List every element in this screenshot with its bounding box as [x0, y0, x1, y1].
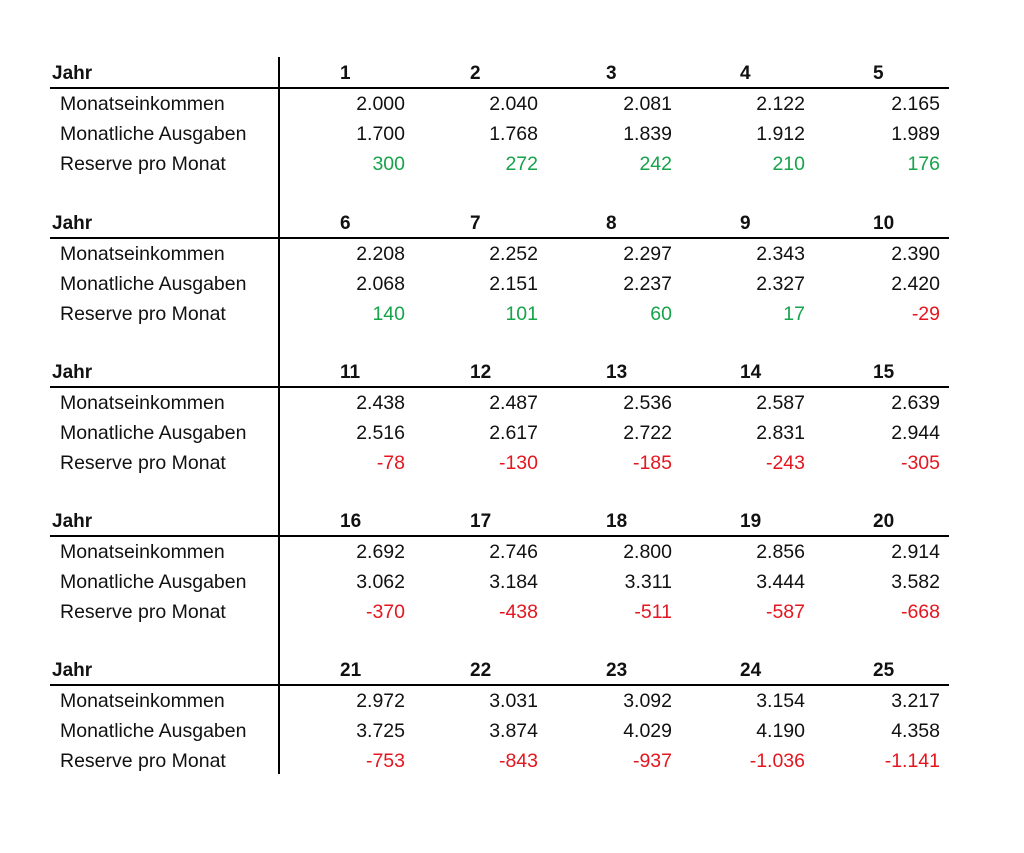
income-value-cell: 3.092 [623, 690, 672, 712]
year-number: 16 [340, 511, 362, 532]
reserve-label: Reserve pro Monat [60, 153, 226, 175]
year-number: 3 [606, 63, 617, 84]
expenses-value-cell: 2.151 [489, 273, 538, 295]
income-value-cell: 2.122 [756, 93, 805, 115]
year-header-label: Jahr [52, 511, 93, 532]
income-value-cell: 2.297 [623, 243, 672, 265]
year-number: 8 [606, 213, 617, 234]
expenses-row [50, 716, 950, 746]
expenses-value-cell: 3.582 [891, 571, 940, 593]
reserve-value-cell: 140 [372, 303, 405, 325]
reserve-value-cell: 17 [783, 303, 805, 325]
reserve-value-cell: -29 [911, 303, 940, 325]
expenses-value-cell: 1.839 [623, 123, 672, 145]
expenses-label: Monatliche Ausgaben [60, 273, 247, 295]
year-header-row [50, 656, 950, 684]
reserve-value-cell: -185 [632, 452, 672, 474]
income-value-cell: 2.536 [623, 392, 672, 414]
expenses-row [50, 269, 950, 299]
reserve-value-cell: -1.036 [749, 750, 805, 772]
income-value-cell: 3.217 [891, 690, 940, 712]
year-number: 1 [340, 63, 351, 84]
reserve-value-cell: -843 [498, 750, 538, 772]
expenses-value-cell: 2.420 [891, 273, 940, 295]
income-value-cell: 2.587 [756, 392, 805, 414]
income-label: Monatseinkommen [60, 690, 225, 712]
reserve-value-cell: 60 [650, 303, 672, 325]
reserve-value-cell: -438 [498, 601, 538, 623]
expenses-value-cell: 2.516 [356, 422, 405, 444]
expenses-label: Monatliche Ausgaben [60, 123, 247, 145]
expenses-label: Monatliche Ausgaben [60, 720, 247, 742]
income-row [50, 686, 950, 716]
reserve-row [50, 299, 950, 329]
year-number: 25 [873, 660, 895, 681]
reserve-value-cell: -937 [632, 750, 672, 772]
expenses-value-cell: 2.237 [623, 273, 672, 295]
expenses-value-cell: 2.617 [489, 422, 538, 444]
income-value-cell: 2.081 [623, 93, 672, 115]
income-label: Monatseinkommen [60, 541, 225, 563]
year-block [50, 507, 950, 627]
reserve-row [50, 597, 950, 627]
reserve-value-cell: -370 [365, 601, 405, 623]
expenses-value-cell: 1.700 [356, 123, 405, 145]
expenses-value-cell: 2.327 [756, 273, 805, 295]
reserve-row [50, 746, 950, 776]
year-number: 5 [873, 63, 884, 84]
reserve-value-cell: -1.141 [884, 750, 940, 772]
income-value-cell: 2.972 [356, 690, 405, 712]
year-header-row [50, 59, 950, 87]
income-value-cell: 2.692 [356, 541, 405, 563]
expenses-value-cell: 2.944 [891, 422, 940, 444]
year-header-row [50, 507, 950, 535]
income-value-cell: 2.208 [356, 243, 405, 265]
year-header-label: Jahr [52, 362, 93, 383]
year-number: 23 [606, 660, 628, 681]
income-value-cell: 2.000 [356, 93, 405, 115]
year-number: 9 [740, 213, 751, 234]
year-number: 24 [740, 660, 762, 681]
year-number: 18 [606, 511, 628, 532]
expenses-label: Monatliche Ausgaben [60, 422, 247, 444]
year-number: 15 [873, 362, 895, 383]
income-value-cell: 2.800 [623, 541, 672, 563]
expenses-label: Monatliche Ausgaben [60, 571, 247, 593]
reserve-value-cell: -668 [900, 601, 940, 623]
year-number: 19 [740, 511, 762, 532]
reserve-value-cell: 176 [907, 153, 940, 175]
income-value-cell: 3.031 [489, 690, 538, 712]
expenses-row [50, 119, 950, 149]
year-number: 10 [873, 213, 895, 234]
income-label: Monatseinkommen [60, 243, 225, 265]
year-block [50, 209, 950, 329]
year-header-row [50, 209, 950, 237]
year-number: 22 [470, 660, 492, 681]
reserve-value-cell: -587 [765, 601, 805, 623]
year-number: 14 [740, 362, 762, 383]
reserve-value-cell: 272 [505, 153, 538, 175]
income-label: Monatseinkommen [60, 93, 225, 115]
expenses-value-cell: 3.184 [489, 571, 538, 593]
year-header-row [50, 358, 950, 386]
expenses-value-cell: 2.722 [623, 422, 672, 444]
year-number: 6 [340, 213, 351, 234]
year-number: 17 [470, 511, 492, 532]
expenses-value-cell: 3.874 [489, 720, 538, 742]
expenses-value-cell: 1.912 [756, 123, 805, 145]
expenses-value-cell: 1.768 [489, 123, 538, 145]
reserve-row [50, 149, 950, 179]
reserve-value-cell: -511 [634, 601, 672, 623]
income-value-cell: 2.856 [756, 541, 805, 563]
expenses-row [50, 418, 950, 448]
income-value-cell: 2.343 [756, 243, 805, 265]
year-number: 13 [606, 362, 628, 383]
income-value-cell: 2.746 [489, 541, 538, 563]
expenses-value-cell: 2.068 [356, 273, 405, 295]
expenses-row [50, 567, 950, 597]
year-block [50, 59, 950, 179]
year-block [50, 656, 950, 776]
income-value-cell: 2.438 [356, 392, 405, 414]
income-value-cell: 2.390 [891, 243, 940, 265]
year-header-label: Jahr [52, 213, 93, 234]
reserve-value-cell: -78 [376, 452, 405, 474]
reserve-label: Reserve pro Monat [60, 601, 226, 623]
reserve-label: Reserve pro Monat [60, 750, 226, 772]
reserve-label: Reserve pro Monat [60, 452, 226, 474]
income-row [50, 537, 950, 567]
expenses-value-cell: 1.989 [891, 123, 940, 145]
expenses-value-cell: 3.444 [756, 571, 805, 593]
reserve-row [50, 448, 950, 478]
reserve-value-cell: 210 [772, 153, 805, 175]
income-value-cell: 2.914 [891, 541, 940, 563]
income-row [50, 89, 950, 119]
reserve-value-cell: -130 [498, 452, 538, 474]
reserve-label: Reserve pro Monat [60, 303, 226, 325]
year-header-label: Jahr [52, 660, 93, 681]
reserve-value-cell: -753 [365, 750, 405, 772]
year-number: 7 [470, 213, 481, 234]
income-row [50, 239, 950, 269]
year-number: 20 [873, 511, 895, 532]
income-value-cell: 2.487 [489, 392, 538, 414]
income-value-cell: 2.252 [489, 243, 538, 265]
expenses-value-cell: 4.190 [756, 720, 805, 742]
income-value-cell: 2.639 [891, 392, 940, 414]
year-number: 21 [340, 660, 362, 681]
year-number: 12 [470, 362, 492, 383]
expenses-value-cell: 4.358 [891, 720, 940, 742]
year-block [50, 358, 950, 478]
reserve-value-cell: 300 [372, 153, 405, 175]
reserve-value-cell: 242 [639, 153, 672, 175]
reserve-value-cell: -305 [900, 452, 940, 474]
income-value-cell: 2.165 [891, 93, 940, 115]
reserve-value-cell: -243 [765, 452, 805, 474]
year-number: 11 [340, 362, 361, 383]
expenses-value-cell: 2.831 [756, 422, 805, 444]
expenses-value-cell: 3.062 [356, 571, 405, 593]
income-label: Monatseinkommen [60, 392, 225, 414]
year-header-label: Jahr [52, 63, 93, 84]
expenses-value-cell: 3.311 [624, 571, 672, 593]
reserve-value-cell: 101 [505, 303, 538, 325]
income-value-cell: 3.154 [756, 690, 805, 712]
year-number: 4 [740, 63, 751, 84]
year-number: 2 [470, 63, 481, 84]
expenses-value-cell: 3.725 [356, 720, 405, 742]
expenses-value-cell: 4.029 [623, 720, 672, 742]
income-value-cell: 2.040 [489, 93, 538, 115]
income-row [50, 388, 950, 418]
